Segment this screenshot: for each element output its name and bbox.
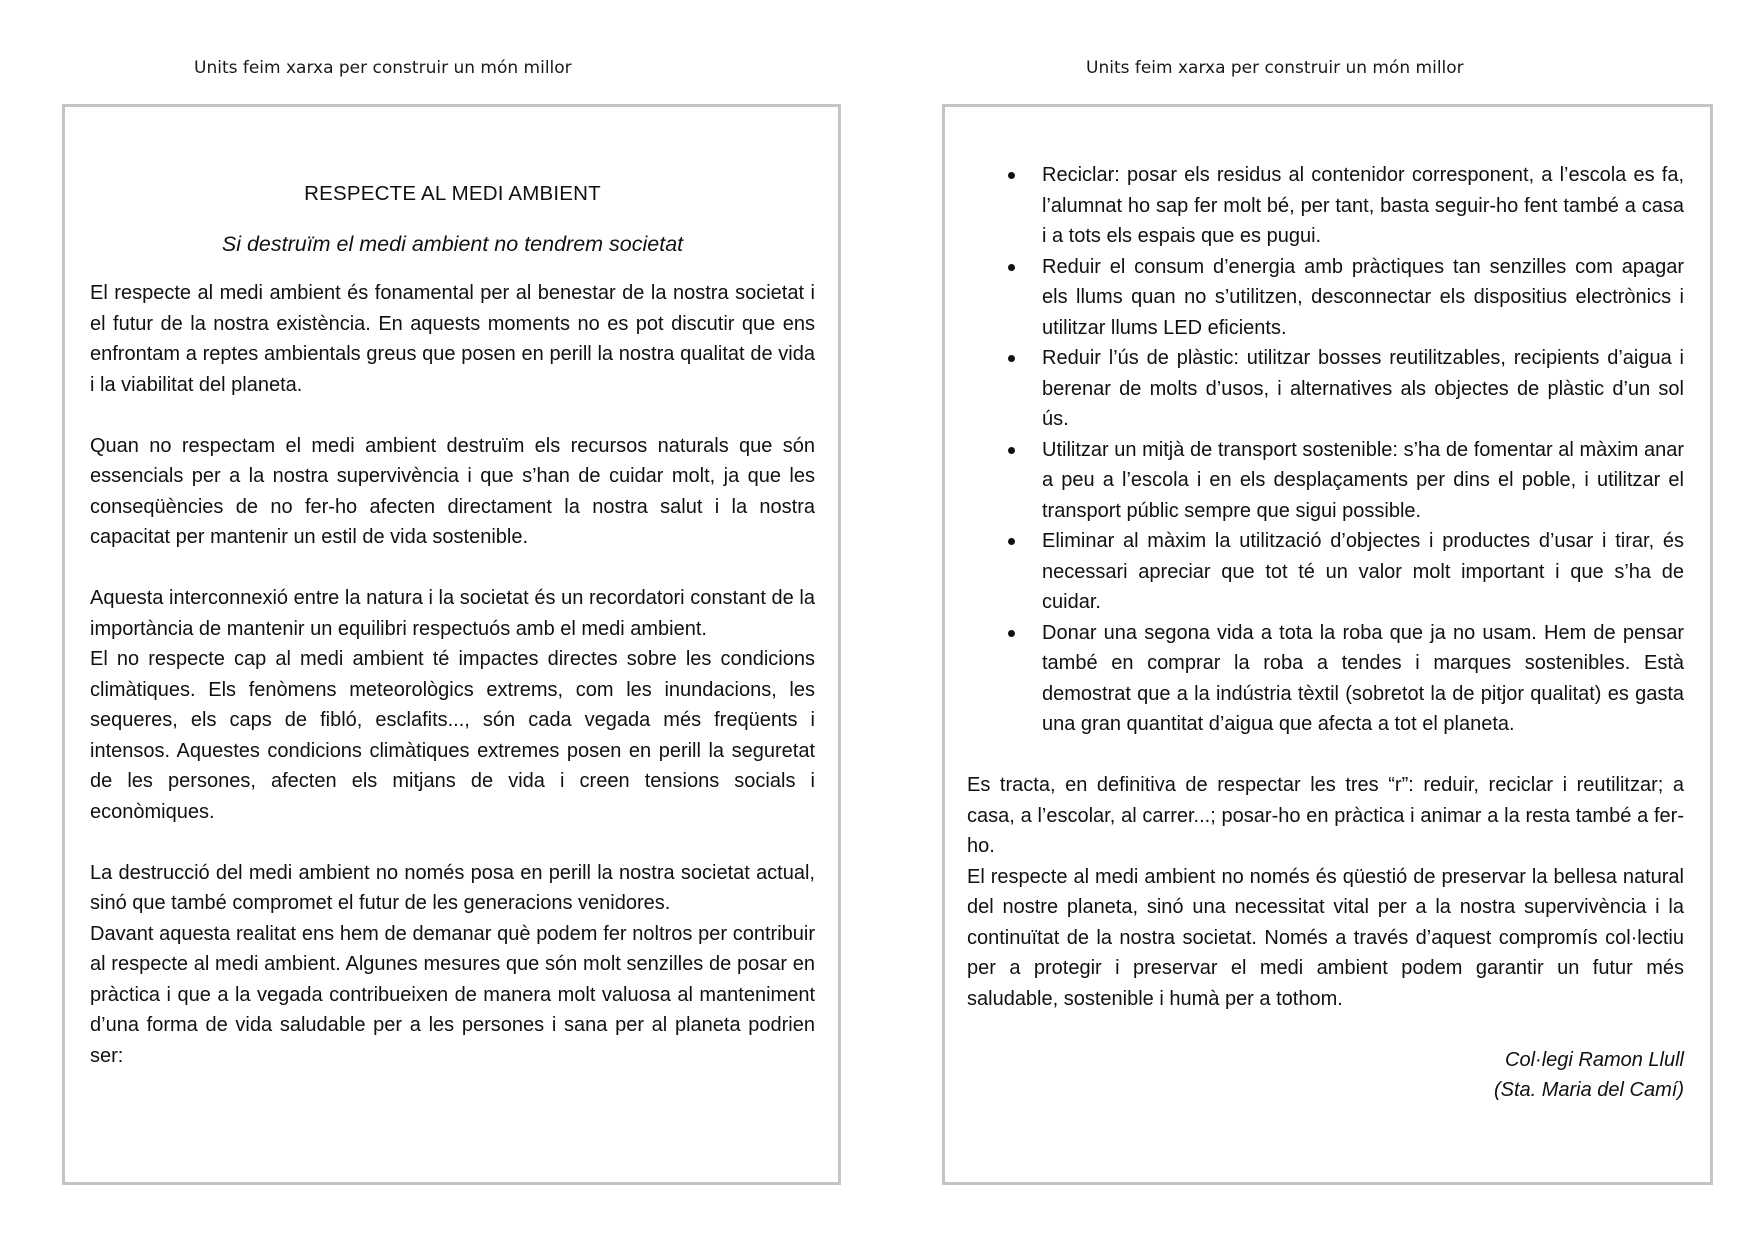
list-item-text: Donar una segona vida a tota la roba que ja no usam. Hem de pensar també en comprar la roba a tendes i marques sostenibles. Està demostrat que a la indústria tèxtil (sobretot la de pitjor qualitat) es gasta una gran quantitat d’aigua que afecta a tot el planeta. [1042,621,1684,735]
left-page-tagline: Units feim xarxa per construir un món millor [194,58,572,78]
bullet-icon [1008,264,1015,271]
list-item-text: Reciclar: posar els residus al contenidor corresponent, a l’escola es fa, l’alumnat ho sap fer molt bé, per tant, basta seguir-ho fent també a casa i a tots els espais que es pugui. [1042,164,1684,247]
paragraph: El respecte al medi ambient és fonamental per al benestar de la nostra societat i el futur de la nostra existència. En aquests moments no es pot discutir que ens enfrontam a reptes ambientals greus que posen en perill la nostra qualitat de vida i la viabilitat del planeta. [90,282,815,396]
signature-location: (Sta. Maria del Camí) [1493,1079,1684,1101]
bullet-icon [1008,172,1015,179]
signature-school: Col·legi Ramon Llull [1505,1048,1684,1071]
left-page-body [90,278,815,1071]
right-page-tagline: Units feim xarxa per construir un món millor [1086,58,1464,78]
list-item [967,252,1684,344]
list-item [967,343,1684,435]
list-item [967,160,1684,252]
paragraph: Davant aquesta realitat ens hem de demanar què podem fer noltros per contribuir al respecte al medi ambient. Algunes mesures que són molt senzilles de posar en pràctica i que a la vegada contribueixen de manera molt valuosa al manteniment d’una forma de vida saludable per a les persones i sana per al planeta podrien ser: [90,922,815,1067]
paragraph: Aquesta interconnexió entre la natura i la societat és un recordatori constant de la importància de mantenir un equilibri respectuós amb el medi ambient. [90,587,815,640]
bullet-icon [1008,447,1015,454]
measures-list [967,160,1684,740]
list-item-text: Reduir l’ús de plàstic: utilitzar bosses reutilitzables, recipients d’aigua i berenar de molts d’usos, i alternatives als objectes de plàstic d’un sol ús. [1042,347,1684,430]
list-item [967,526,1684,618]
paragraph: La destrucció del medi ambient no només posa en perill la nostra societat actual, sinó que també compromet el futur de les generacions venidores. [90,861,815,914]
list-item [967,618,1684,740]
paragraph: El respecte al medi ambient no només és qüestió de preservar la bellesa natural del nostre planeta, sinó una necessitat vital per a la nostra supervivència i la continuïtat de la nostra societat. Només a través d’aquest compromís col·lectiu per a protegir i preservar el medi ambient podem garantir un futur més saludable, sostenible i humà per a tothom. [967,865,1684,1010]
paragraph: Es tracta, en definitiva de respectar les tres “r”: reduir, reciclar i reutilitzar; a casa, a l’escolar, al carrer...; posar-ho en pràctica i animar a la resta també a fer-ho. [967,774,1684,857]
left-page-frame [62,104,841,1185]
list-item [967,435,1684,527]
bullet-icon [1008,630,1015,637]
bullet-icon [1008,355,1015,362]
bullet-icon [1008,538,1015,545]
paragraph: El no respecte cap al medi ambient té impactes directes sobre les condicions climàtiques. Els fenòmens meteorològics extrems, com les inundacions, les sequeres, els caps de fibló, esclafits..., són cada vegada més freqüents i intensos. Aquestes condicions climàtiques extremes posen en perill la seguretat de les persones, afecten els mitjans de vida i creen tensions socials i econòmiques. [90,648,815,823]
list-item-text: Eliminar al màxim la utilització d’objectes i productes d’usar i tirar, és necessari apreciar que tot té un valor molt important i que s’ha de cuidar. [1042,530,1684,613]
document-title: RESPECTE AL MEDI AMBIENT [304,182,601,205]
signature [967,1045,1684,1106]
document-subtitle: Si destruïm el medi ambient no tendrem societat [221,232,684,256]
list-item-text: Utilitzar un mitjà de transport sostenible: s’ha de fomentar al màxim anar a peu a l’escola i en els desplaçaments per dins el poble, i utilitzar el transport públic sempre que sigui possible. [1042,438,1684,522]
list-item-text: Reduir el consum d’energia amb pràctiques tan senzilles com apagar els llums quan no s’utilitzen, desconnectar els dispositius electrònics i utilitzar llums LED eficients. [1042,255,1684,339]
right-page-frame [942,104,1713,1185]
paragraph: Quan no respectam el medi ambient destruïm els recursos naturals que són essencials per a la nostra supervivència i que s’han de cuidar molt, ja que les conseqüències de no fer-ho afecten directament la nostra salut i la nostra capacitat per mantenir un estil de vida sostenible. [90,434,815,548]
